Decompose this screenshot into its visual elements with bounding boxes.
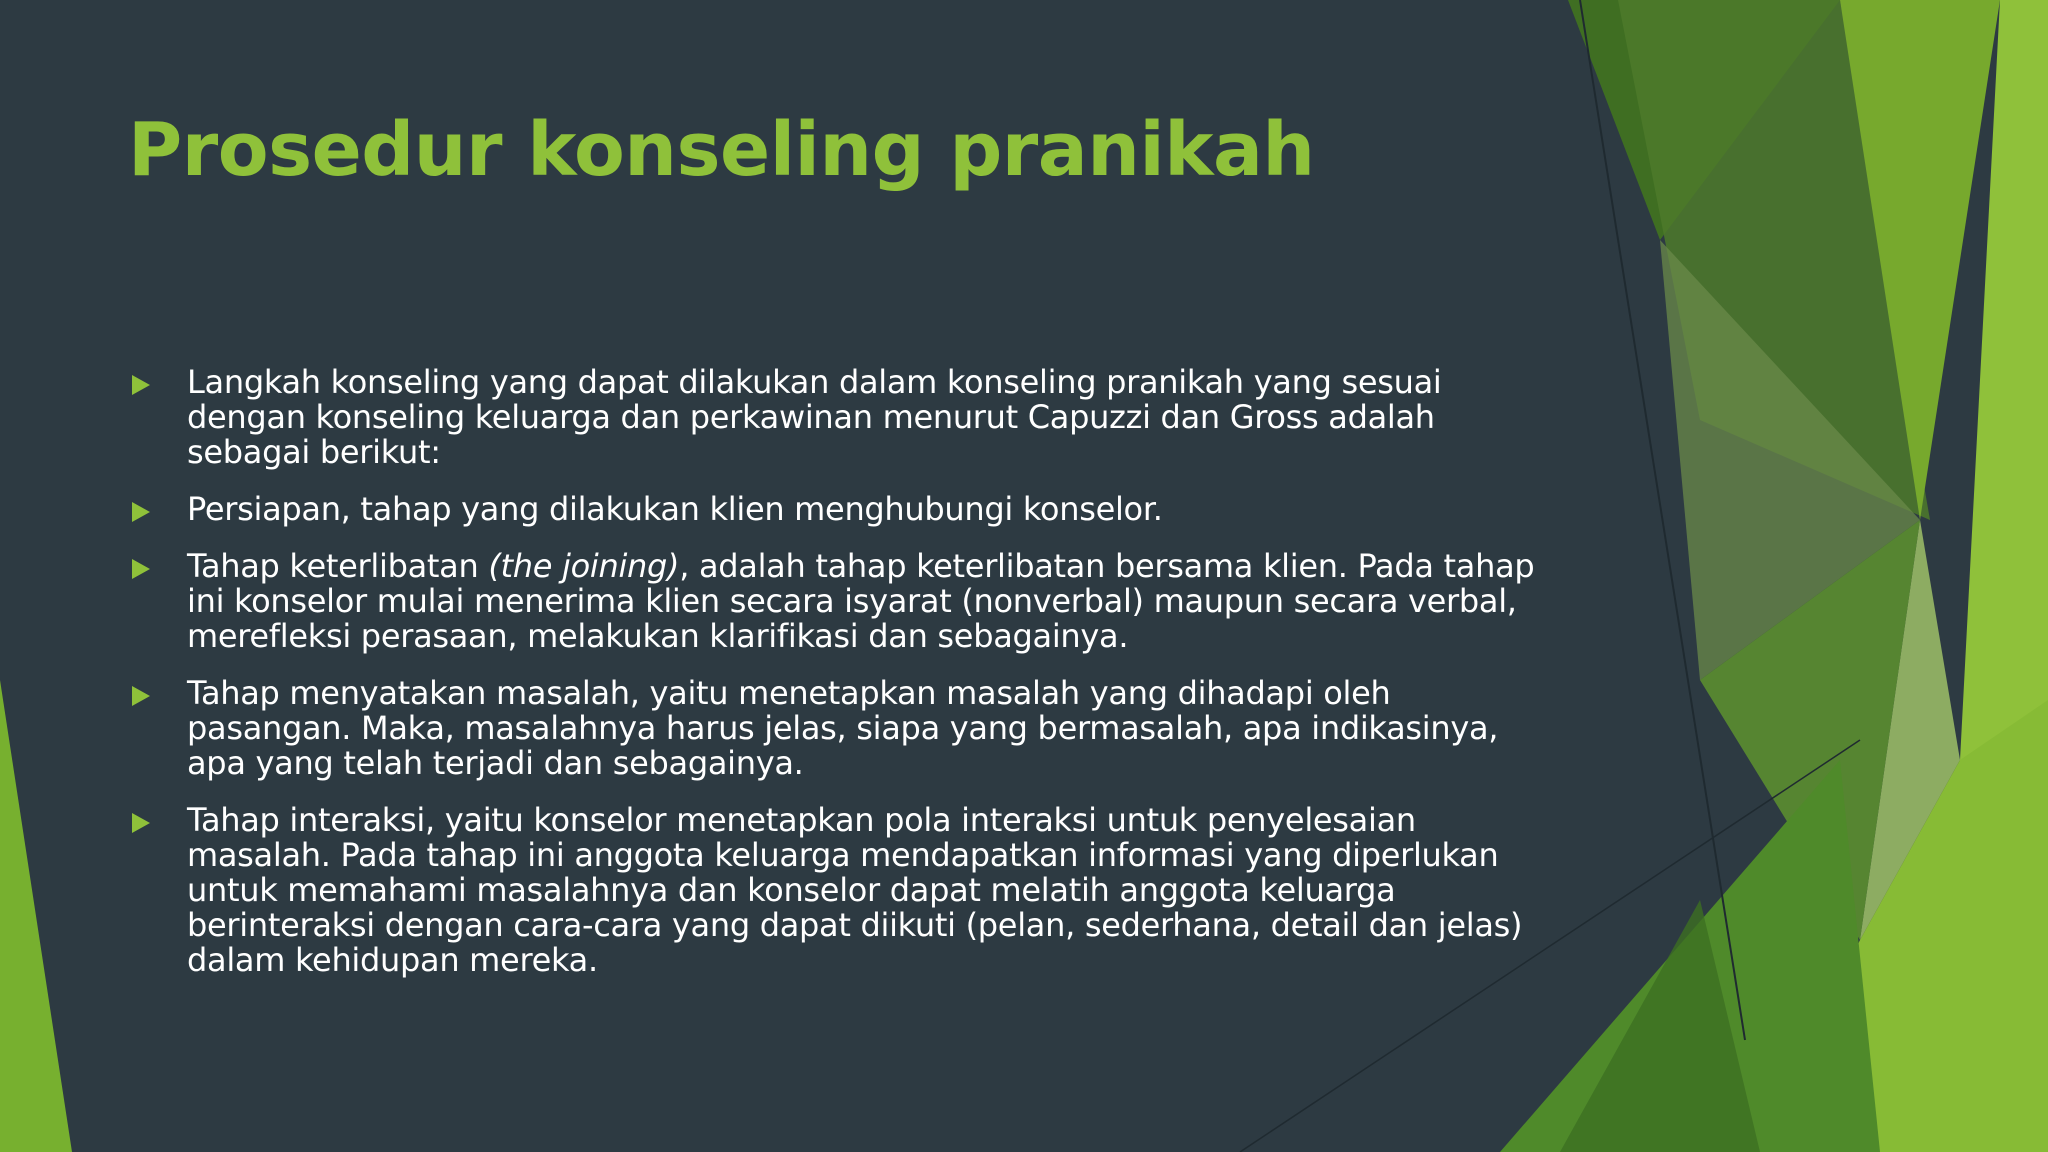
triangle-right-icon: [132, 502, 150, 522]
bullet-item: [128, 549, 1558, 654]
bullet-text: Langkah konseling yang dapat dilakukan dalam konseling pranikah yang sesuai dengan konseling keluarga dan perkawinan menurut Capuzzi dan Gross adalah sebagai berikut:: [187, 363, 1442, 471]
bullet-text: Tahap menyatakan masalah, yaitu menetapkan masalah yang dihadapi oleh pasangan. Maka, masalahnya harus jelas, siapa yang bermasalah, apa indikasinya, apa yang telah terjadi dan sebagainya.: [187, 674, 1499, 782]
bullet-item: [128, 676, 1558, 781]
bullet-text: Persiapan, tahap yang dilakukan klien menghubungi konselor.: [187, 490, 1163, 528]
bullet-item: [128, 365, 1558, 470]
triangle-right-icon: [132, 559, 150, 579]
bullet-text: Tahap interaksi, yaitu konselor menetapkan pola interaksi untuk penyelesaian masalah. Pada tahap ini anggota keluarga mendapatkan informasi yang diperlukan untuk memahami masalahnya dan konselor dapat melatih anggota keluarga berinteraksi dengan cara-cara yang dapat diikuti (pelan, sederhana, detail dan jelas) dalam kehidupan mereka.: [187, 801, 1523, 979]
bullet-list: [128, 365, 1558, 1000]
bullet-text-part: Tahap keterlibatan: [187, 547, 489, 585]
bullet-text-part: , adalah tahap keterlibatan bersama klien. Pada tahap ini konselor mulai menerima klien secara isyarat (nonverbal) maupun secara verbal, merefleksi perasaan, melakukan klarifikasi dan sebagainya.: [187, 547, 1535, 655]
deco-left-green: [0, 680, 72, 1152]
triangle-right-icon: [132, 375, 150, 395]
slide-title: Prosedur konseling pranikah: [128, 107, 1315, 193]
bullet-text-italic: (the joining): [488, 547, 680, 585]
bullet-item: [128, 492, 1558, 527]
bullet-item: [128, 803, 1558, 978]
triangle-right-icon: [132, 813, 150, 833]
triangle-right-icon: [132, 686, 150, 706]
bullet-text: [187, 547, 1534, 655]
